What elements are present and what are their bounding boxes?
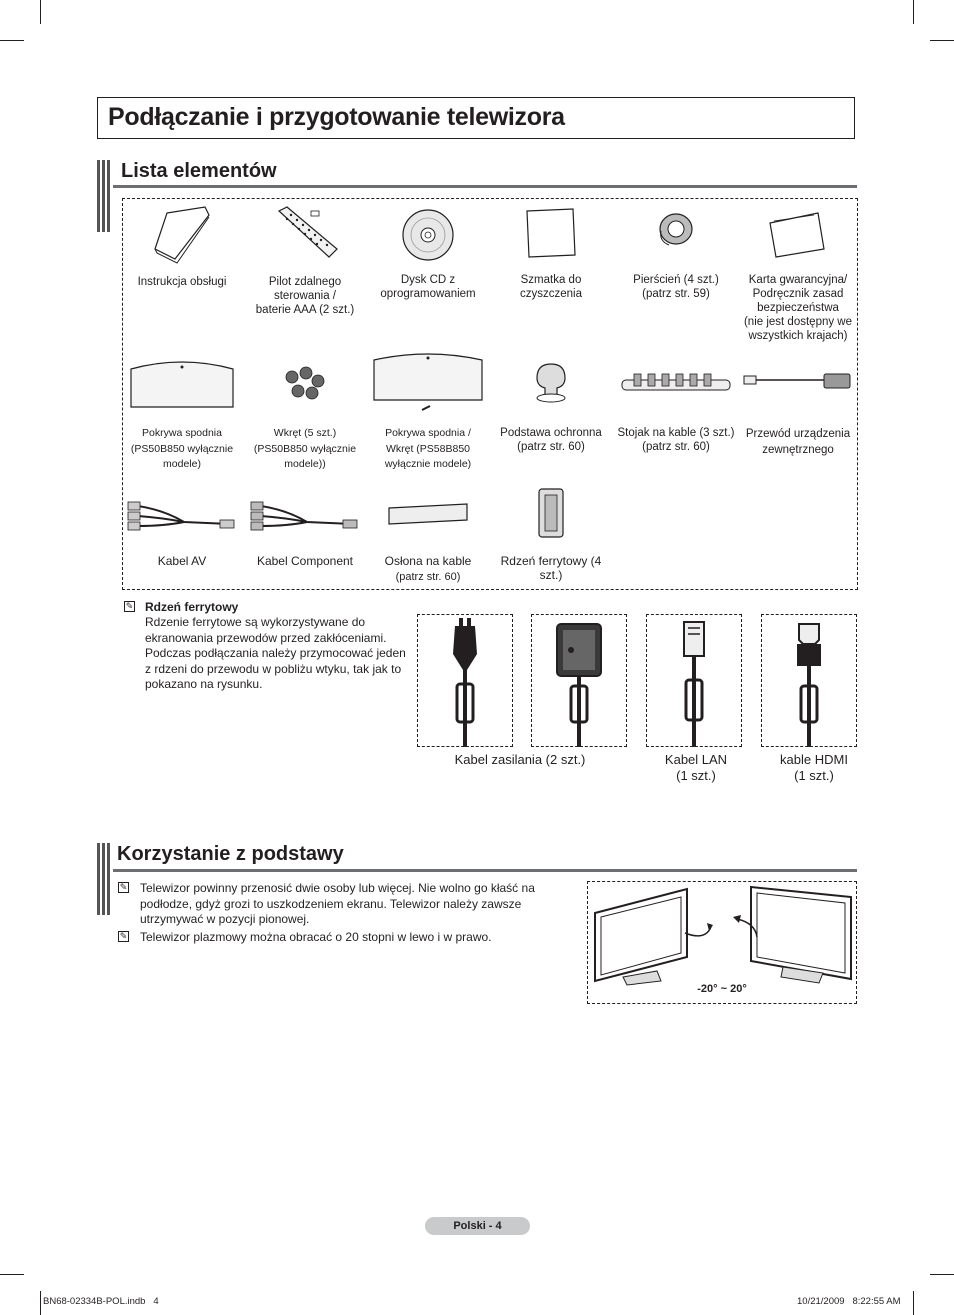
item-label: Rdzeń ferrytowy (4 szt.) — [500, 554, 602, 582]
cable-label: Kabel zasilania (2 szt.) — [454, 752, 586, 767]
crop-mark — [0, 40, 24, 41]
page-title-box — [97, 97, 855, 139]
item-label: Szmatka do czyszczenia — [520, 274, 582, 300]
screws-icon — [280, 365, 330, 405]
page-title: Podłączanie i przygotowanie telewizora — [108, 103, 565, 131]
item-label: Kabel Component — [256, 554, 354, 568]
power-cable-icon — [417, 614, 513, 747]
section-underline — [113, 185, 857, 188]
crop-mark — [930, 40, 954, 41]
rotation-label: -20° ~ 20° — [697, 983, 747, 995]
note-icon: ✎ — [119, 931, 128, 941]
manual-book-icon — [147, 205, 217, 265]
item-label: Instrukcja obsługi — [137, 276, 227, 288]
section-title-items: Lista elementów — [121, 160, 277, 182]
av-cable-icon — [124, 496, 240, 540]
cable-cover-icon — [383, 500, 473, 530]
cable-label: Kabel LAN (1 szt.) — [664, 752, 728, 783]
crop-mark — [913, 1291, 914, 1315]
item-label: Pokrywa spodnia / Wkręt (PS58B850 wyłącznie modele) — [384, 427, 472, 470]
warranty-card-icon — [766, 209, 832, 259]
item-label: Wkręt (5 szt.) (PS50B850 wyłącznie modele)) — [253, 427, 357, 470]
item-label: Karta gwarancyjna/ Podręcznik zasad bezpieczeństwa (nie jest dostępny we wszystkich krajach) — [743, 274, 853, 342]
holder-ring-icon — [651, 205, 701, 255]
cable-label: kable HDMI (1 szt.) — [780, 752, 848, 783]
stand-note: Telewizor plazmowy można obracać o 20 stopni w lewo i w prawo. — [140, 930, 492, 944]
crop-mark — [40, 1291, 41, 1315]
cable-stand-icon — [618, 370, 734, 400]
crop-mark — [930, 1274, 954, 1275]
component-cable-icon — [247, 496, 363, 540]
item-label: Stojak na kable (3 szt.) (patrz str. 60) — [617, 427, 735, 453]
power-cable-icon — [531, 614, 627, 747]
crop-mark — [0, 1274, 24, 1275]
item-label: Kabel AV — [157, 554, 207, 568]
note-icon: ✎ — [119, 882, 128, 892]
cd-disc-icon — [398, 205, 458, 265]
external-device-cable-icon — [740, 368, 856, 398]
cleaning-cloth-icon — [521, 205, 581, 265]
protective-stand-icon — [529, 360, 573, 404]
page-number: Polski - 4 — [425, 1217, 530, 1235]
item-label: Pilot zdalnego sterowania / baterie AAA (2 szt.) — [255, 276, 355, 316]
item-sublabel: (patrz str. 60) — [395, 571, 461, 583]
stand-note: Telewizor powinny przenosić dwie osoby lub więcej. Nie wolno go kłaść na podłodze, gdyż grozi to uszkodzeniem ekranu. Telewizor należy zawsze utrzymywać w pozycji pionowej. — [140, 881, 535, 926]
file-name: BN68-02334B-POL.indb 4 — [43, 1296, 159, 1307]
section-underline — [113, 869, 857, 872]
item-label: Pokrywa spodnia (PS50B850 wyłącznie modele) — [130, 427, 234, 470]
section-title-stand: Korzystanie z podstawy — [117, 843, 344, 865]
item-label: Przewód urządzenia zewnętrznego — [745, 428, 851, 456]
item-label: Dysk CD z oprogramowaniem — [380, 274, 476, 300]
item-label: Podstawa ochronna (patrz str. 60) — [500, 427, 602, 453]
hdmi-cable-icon — [761, 614, 857, 747]
bottom-cover-screw-icon — [370, 350, 486, 416]
ferrite-note-text: Rdzenie ferrytowe są wykorzystywane do ekranowania przewodów przed zakłóceniami. Podczas podłączania należy przymocować jeden z rdzeni do przewodu w pobliżu wtyku, tak jak to pokazano na rysunku. — [145, 615, 406, 691]
section-marker — [97, 160, 111, 232]
item-label: Pierścień (4 szt.) (patrz str. 59) — [633, 274, 719, 300]
remote-control-icon — [273, 205, 343, 265]
print-timestamp: 10/21/2009 8:22:55 AM — [797, 1296, 901, 1307]
crop-mark — [40, 0, 41, 24]
section-marker — [97, 843, 111, 915]
note-icon: ✎ — [125, 601, 134, 611]
crop-mark — [913, 0, 914, 24]
ferrite-core-icon — [531, 485, 571, 541]
bottom-cover-icon — [127, 357, 237, 413]
ferrite-note-title: Rdzeń ferrytowy — [145, 600, 239, 614]
lan-cable-icon — [646, 614, 742, 747]
item-label: Osłona na kable — [384, 554, 472, 568]
